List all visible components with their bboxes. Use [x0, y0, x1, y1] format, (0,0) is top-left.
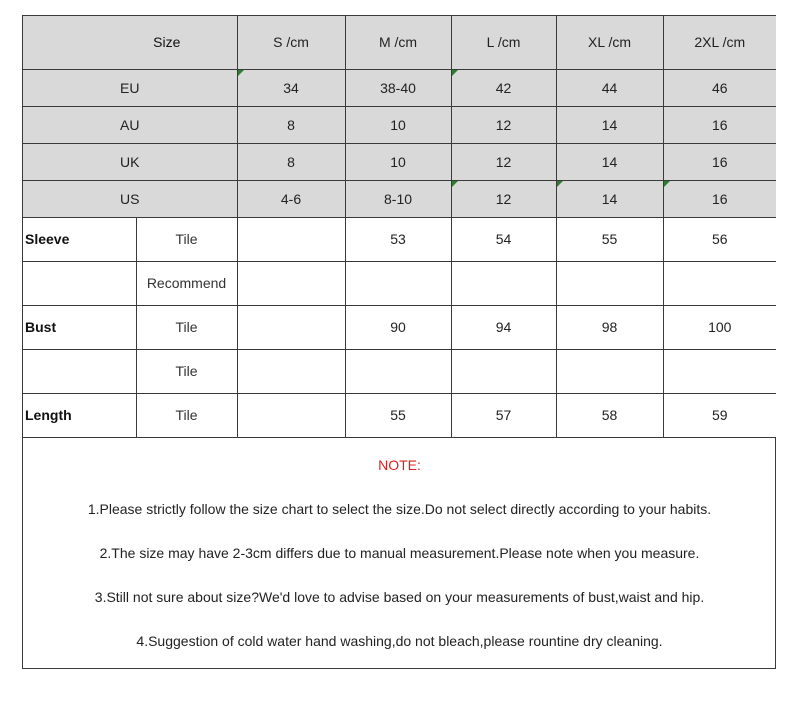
table-cell — [237, 69, 345, 106]
region-label: EU — [23, 69, 237, 106]
table-cell — [451, 261, 556, 305]
table-cell: 8-10 — [345, 180, 451, 217]
table-cell: 10 — [345, 143, 451, 180]
table-cell: 16 — [663, 106, 776, 143]
measure-label: Bust — [23, 305, 136, 349]
table-cell — [663, 180, 776, 217]
cell-marker — [238, 70, 244, 76]
table-cell: 59 — [663, 393, 776, 437]
measure-sublabel: Recommend — [136, 261, 237, 305]
table-cell: 58 — [556, 393, 663, 437]
measure-row-bust — [23, 305, 776, 349]
measure-sublabel: Tile — [136, 217, 237, 261]
header-row — [23, 16, 776, 69]
table-cell — [345, 261, 451, 305]
note-line-1: 1.Please strictly follow the size chart to select the size.Do not select directly according to your habits. — [87, 501, 712, 517]
col-header-l: L /cm — [451, 16, 556, 69]
table-cell: 44 — [556, 69, 663, 106]
measure-label: Sleeve — [23, 217, 136, 261]
region-label: US — [23, 180, 237, 217]
table-cell: 100 — [663, 305, 776, 349]
measure-label: Length — [23, 393, 136, 437]
size-table — [23, 16, 776, 438]
table-cell — [451, 69, 556, 106]
measure-sublabel: Tile — [136, 305, 237, 349]
size-title: Size — [23, 16, 237, 69]
col-header-2xl: 2XL /cm — [663, 16, 776, 69]
table-cell — [663, 261, 776, 305]
cell-marker — [557, 181, 563, 187]
table-cell: 98 — [556, 305, 663, 349]
table-cell: 12 — [451, 143, 556, 180]
cell-value: 12 — [495, 190, 512, 207]
table-cell — [237, 305, 345, 349]
notes-section — [23, 437, 776, 668]
table-cell — [451, 180, 556, 217]
table-cell — [237, 261, 345, 305]
note-line-2: 2.The size may have 2-3cm differs due to manual measurement.Please note when you measure. — [99, 545, 700, 561]
note-line-4: 4.Suggestion of cold water hand washing,do not bleach,please rountine dry cleaning. — [136, 633, 663, 649]
table-cell — [556, 349, 663, 393]
table-cell: 90 — [345, 305, 451, 349]
table-cell — [451, 349, 556, 393]
cell-value: 34 — [283, 79, 299, 96]
measure-row-recommend — [23, 261, 776, 305]
region-row-us — [23, 180, 776, 217]
measure-label — [23, 261, 136, 305]
measure-row-blank — [23, 349, 776, 393]
table-cell: 4-6 — [237, 180, 345, 217]
table-cell: 56 — [663, 217, 776, 261]
table-cell: 14 — [556, 143, 663, 180]
notes-title: NOTE: — [378, 457, 421, 473]
measure-sublabel: Tile — [136, 393, 237, 437]
table-cell: 16 — [663, 143, 776, 180]
table-cell — [556, 180, 663, 217]
table-cell: 54 — [451, 217, 556, 261]
table-cell: 55 — [345, 393, 451, 437]
cell-value: 16 — [711, 190, 728, 207]
region-label: AU — [23, 106, 237, 143]
col-header-m: M /cm — [345, 16, 451, 69]
cell-value: 14 — [601, 190, 618, 207]
table-cell: 38-40 — [345, 69, 451, 106]
measure-sublabel: Tile — [136, 349, 237, 393]
measure-row-length — [23, 393, 776, 437]
table-cell: 94 — [451, 305, 556, 349]
table-cell: 12 — [451, 106, 556, 143]
table-cell: 10 — [345, 106, 451, 143]
table-cell: 46 — [663, 69, 776, 106]
table-cell: 8 — [237, 106, 345, 143]
cell-marker — [452, 181, 458, 187]
cell-marker — [664, 181, 670, 187]
region-label: UK — [23, 143, 237, 180]
table-cell: 8 — [237, 143, 345, 180]
table-cell: 55 — [556, 217, 663, 261]
region-row-uk — [23, 143, 776, 180]
table-cell: 57 — [451, 393, 556, 437]
table-cell — [663, 349, 776, 393]
note-line-3: 3.Still not sure about size?We'd love to advise based on your measurements of bust,waist and hip. — [94, 589, 705, 605]
size-chart — [22, 15, 776, 669]
table-cell: 53 — [345, 217, 451, 261]
table-cell — [237, 393, 345, 437]
table-cell — [345, 349, 451, 393]
table-cell — [237, 349, 345, 393]
table-cell — [556, 261, 663, 305]
col-header-xl: XL /cm — [556, 16, 663, 69]
region-row-au — [23, 106, 776, 143]
cell-value: 42 — [495, 79, 512, 96]
region-row-eu — [23, 69, 776, 106]
measure-label — [23, 349, 136, 393]
col-header-s: S /cm — [237, 16, 345, 69]
cell-marker — [452, 70, 458, 76]
table-cell — [237, 217, 345, 261]
table-cell: 14 — [556, 106, 663, 143]
measure-row-sleeve — [23, 217, 776, 261]
